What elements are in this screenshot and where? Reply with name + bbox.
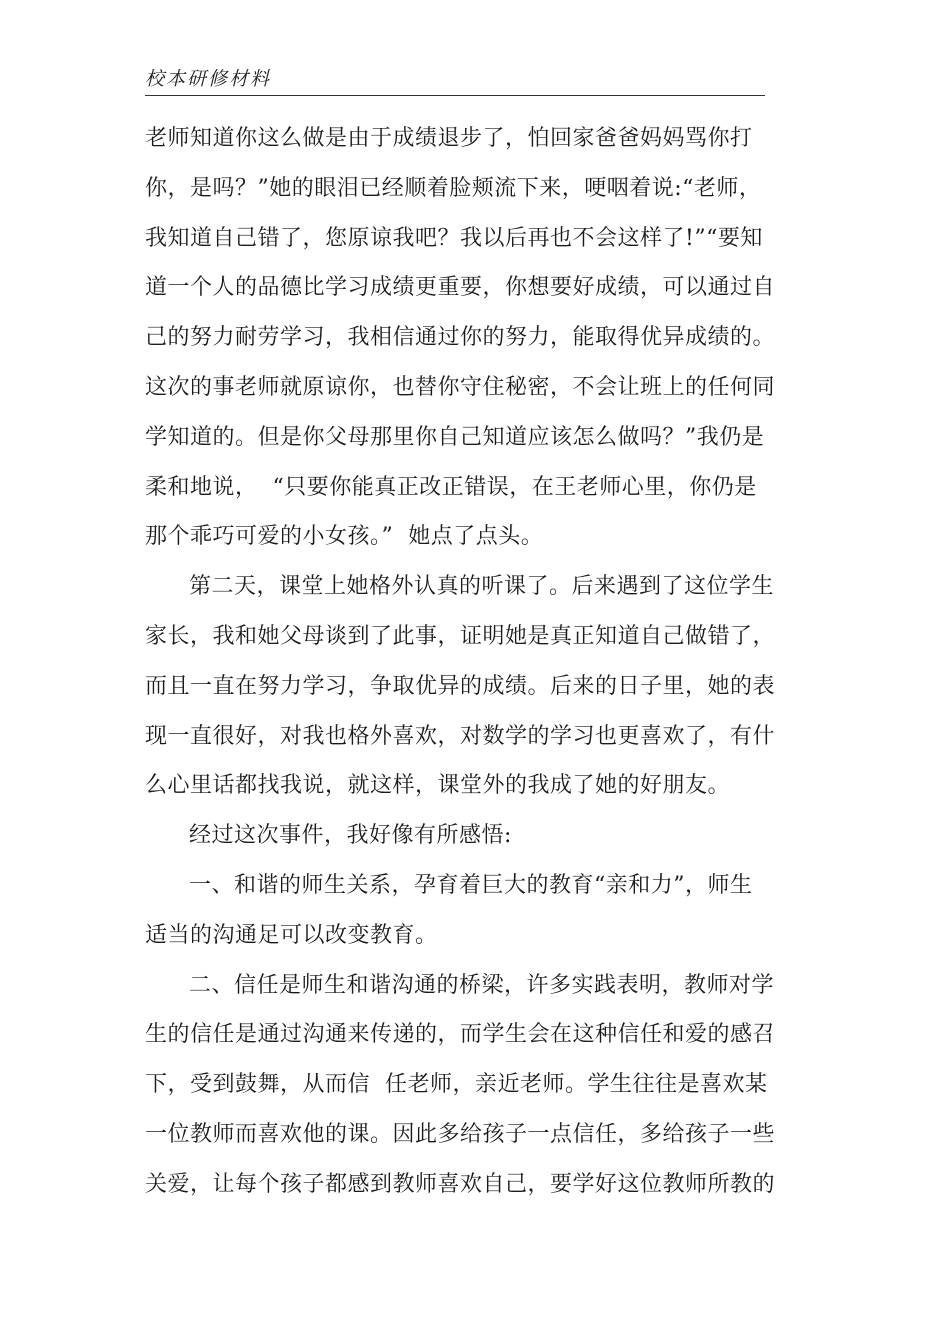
header-title: 校本研修材料 — [145, 68, 272, 90]
text-line: 家长，我和她父母谈到了此事，证明她是真正知道自己做错了， — [145, 623, 776, 649]
paragraph-start-line: 一、和谐的师生关系，孕育着巨大的教育“亲和力”，师生 — [189, 872, 753, 898]
paragraph-start-line: 第二天，课堂上她格外认真的听课了。后来遇到了这位学生 — [189, 574, 775, 600]
body-text — [145, 114, 776, 1210]
text-line: 关爱，让每个孩子都感到教师喜欢自己，要学好这位教师所教的 — [145, 1171, 776, 1197]
page-header — [145, 66, 765, 92]
paragraph-start-line: 二、信任是师生和谐沟通的桥梁，许多实践表明，教师对学 — [189, 972, 775, 998]
text-line: 现一直很好，对我也格外喜欢，对数学的学习也更喜欢了，有什 — [145, 723, 776, 749]
text-line: 适当的沟通足可以改变教育。 — [145, 922, 438, 948]
text-line: 道一个人的品德比学习成绩更重要，你想要好成绩，可以通过自 — [145, 275, 776, 301]
text-line: 这次的事老师就原谅你，也替你守住秘密，不会让班上的任何同 — [145, 374, 776, 400]
text-line: 么心里话都找我说，就这样，课堂外的我成了她的好朋友。 — [145, 773, 731, 799]
text-line: 柔和地说， “只要你能真正改正错误，在王老师心里，你仍是 — [145, 474, 757, 500]
text-line: 我知道自己错了，您原谅我吧？我以后再也不会这样了!”“要知 — [145, 225, 763, 251]
text-line: 你，是吗？”她的眼泪已经顺着脸颊流下来，哽咽着说:“老师， — [145, 175, 762, 201]
text-line: 老师知道你这么做是由于成绩退步了，怕回家爸爸妈妈骂你打 — [145, 126, 753, 151]
text-line: 学知道的。但是你父母那里你自己知道应该怎么做吗？”我仍是 — [145, 424, 765, 450]
text-line: 下，受到鼓舞，从而信 任老师，亲近老师。学生往往是喜欢某 — [145, 1072, 768, 1098]
text-line: 一位教师而喜欢他的课。因此多给孩子一点信任，多给孩子一些 — [145, 1121, 776, 1147]
text-line: 那个乖巧可爱的小女孩。” 她点了点头。 — [145, 524, 544, 550]
text-line: 己的努力耐劳学习，我相信通过你的努力，能取得优异成绩的。 — [145, 325, 776, 351]
header-divider — [145, 95, 765, 96]
paragraph-start-line: 经过这次事件，我好像有所感悟: — [189, 823, 512, 849]
text-line: 而且一直在努力学习，争取优异的成绩。后来的日子里，她的表 — [145, 673, 776, 699]
text-line: 生的信任是通过沟通来传递的，而学生会在这种信任和爱的感召 — [145, 1022, 776, 1048]
